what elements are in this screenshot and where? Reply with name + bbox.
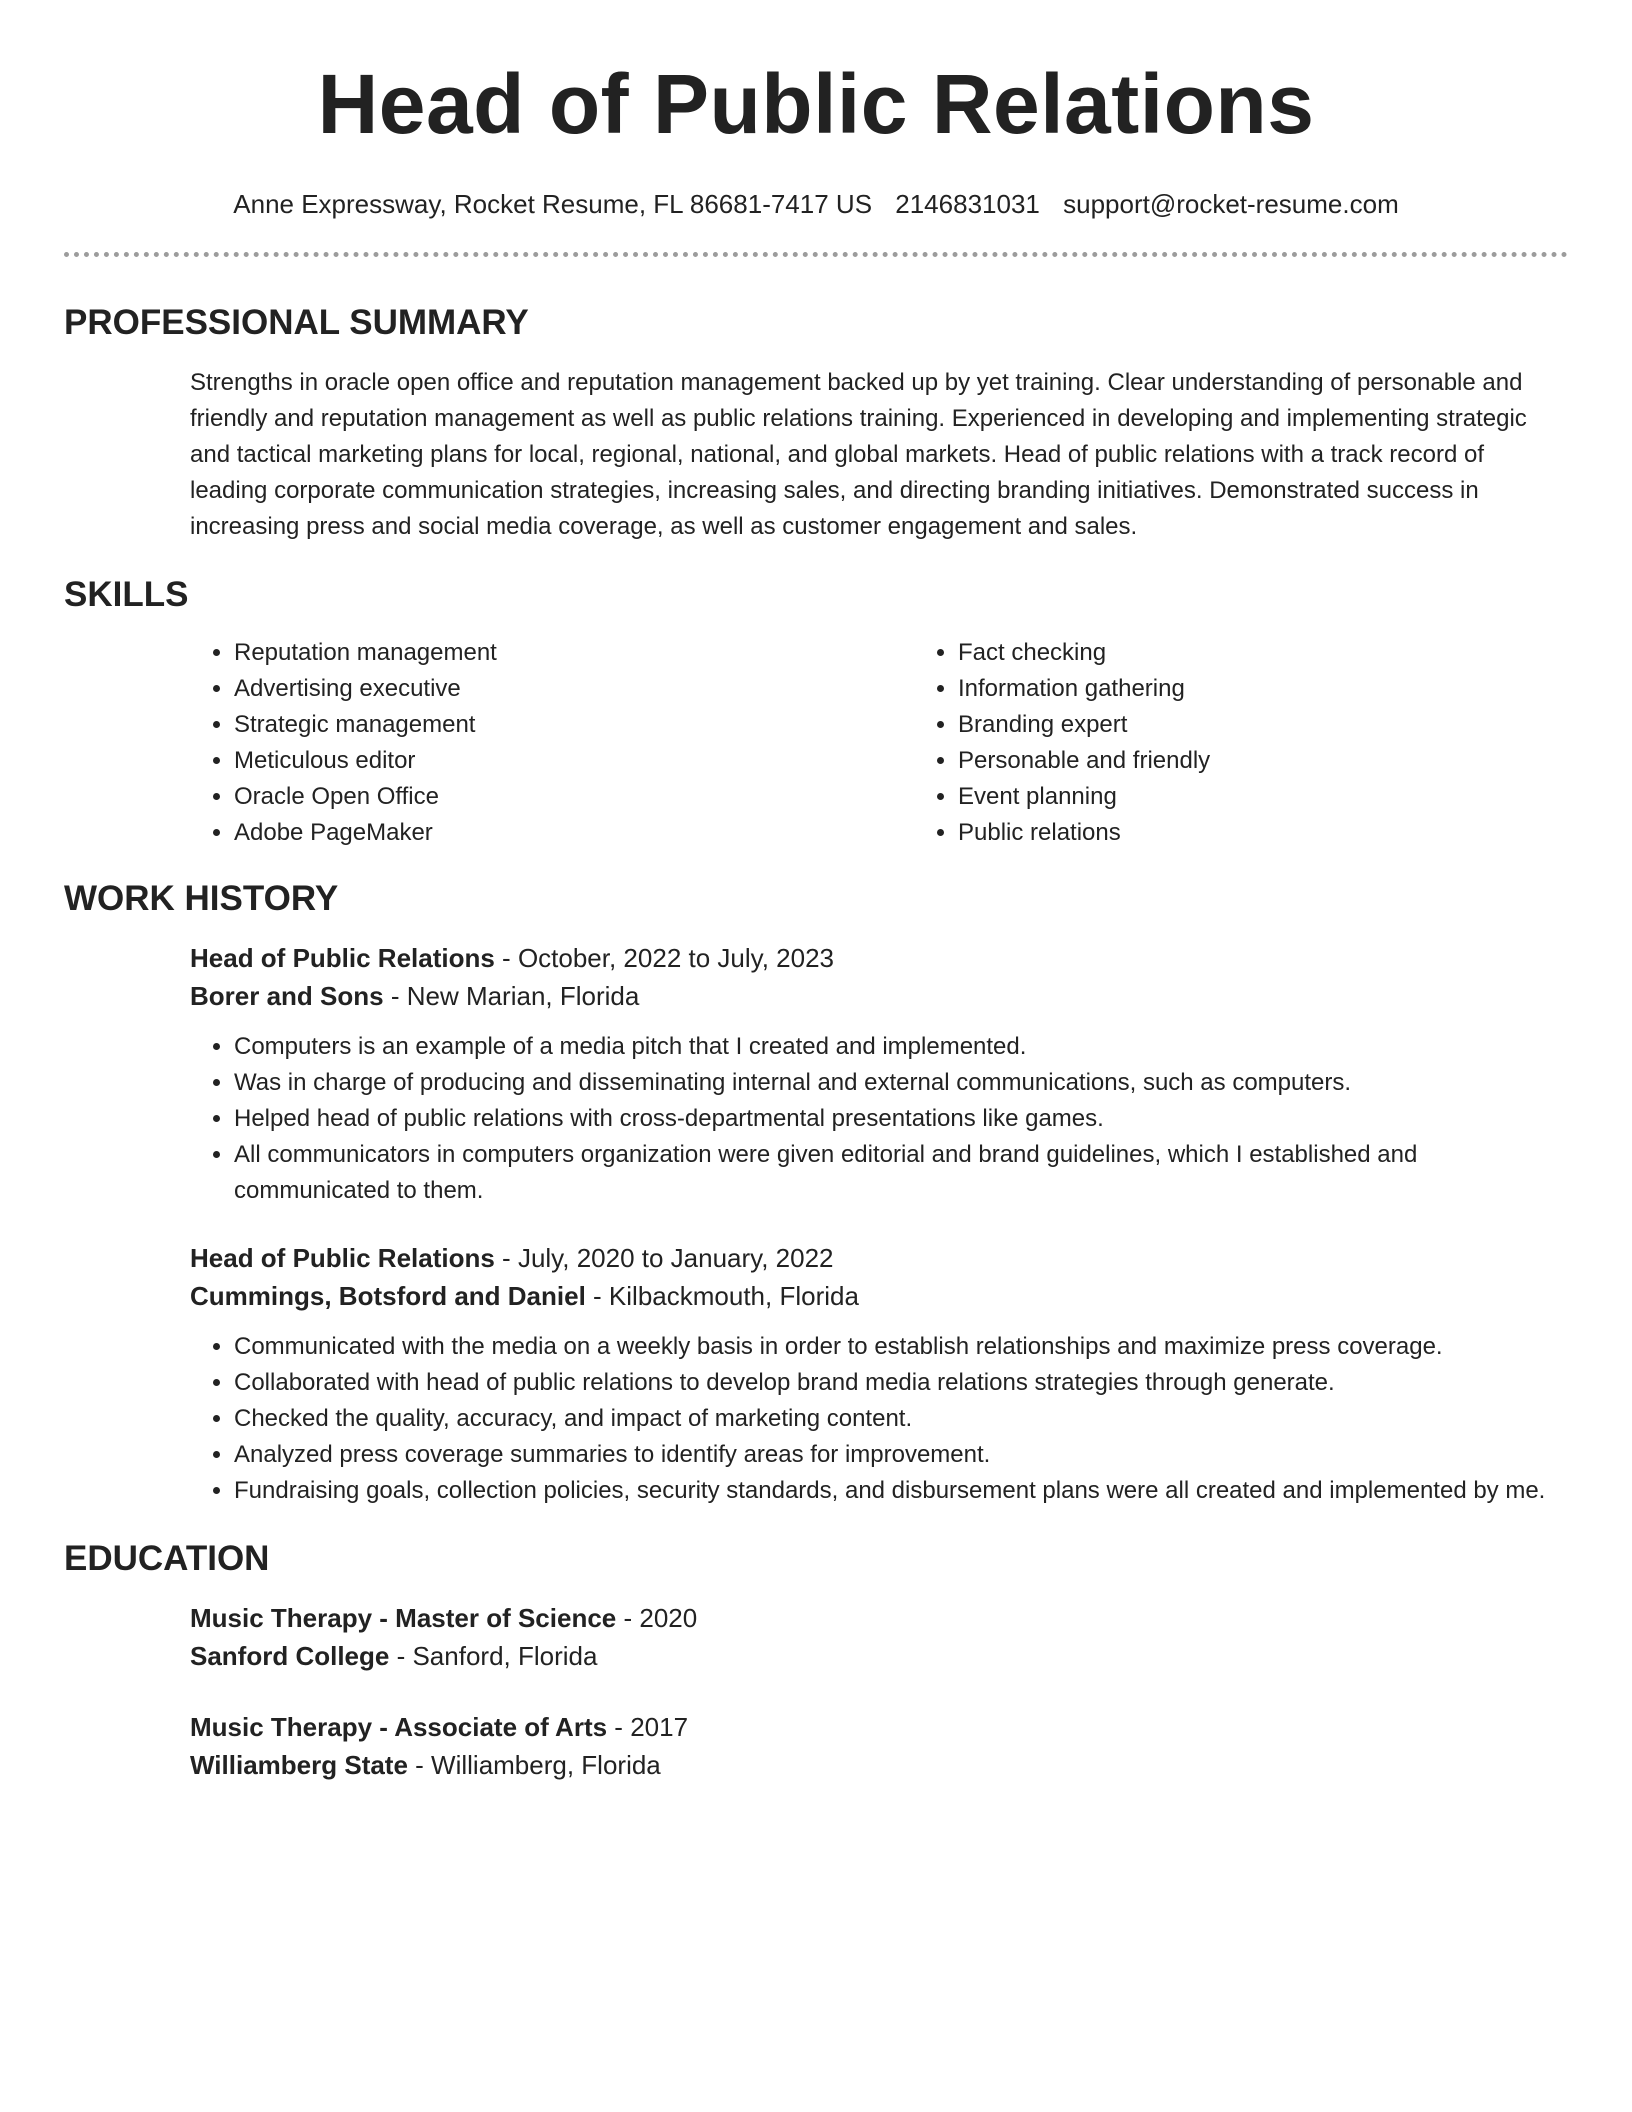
header-divider — [64, 252, 1568, 257]
skill-item: • Advertising executive — [234, 671, 914, 707]
separator: - — [383, 981, 407, 1011]
skill-item: • Information gathering — [958, 671, 1632, 707]
education-entry — [190, 1599, 1568, 1675]
education-school: Williamberg State — [190, 1750, 408, 1780]
job-bullet: • Computers is an example of a media pitch that I created and implemented. — [234, 1029, 1568, 1065]
contact-line — [64, 186, 1568, 222]
education-entry — [190, 1708, 1568, 1784]
job-company: Borer and Sons — [190, 981, 384, 1011]
education-school: Sanford College — [190, 1641, 390, 1671]
summary-heading: PROFESSIONAL SUMMARY — [64, 303, 529, 342]
job-company-line — [190, 1277, 1568, 1315]
job-title: Head of Public Relations — [190, 1243, 495, 1273]
job-title-line — [190, 1239, 1568, 1277]
skills-column-right — [914, 635, 1632, 851]
job-bullet: • Collaborated with head of public relations to develop brand media relations strategies through generate. — [234, 1365, 1568, 1401]
job-location: New Marian, Florida — [406, 981, 640, 1011]
skill-item: • Reputation management — [234, 635, 914, 671]
job-bullet: • Fundraising goals, collection policies, security standards, and disbursement plans were all created and implemented by me. — [234, 1473, 1568, 1509]
separator: - — [607, 1712, 631, 1742]
skills-heading: SKILLS — [64, 575, 189, 614]
separator: - — [389, 1641, 413, 1671]
education-location: Williamberg, Florida — [431, 1750, 661, 1780]
skill-item: • Public relations — [958, 815, 1632, 851]
education-heading: EDUCATION — [64, 1539, 270, 1578]
job-bullet: • All communicators in computers organization were given editorial and brand guidelines, which I established and communicated to them. — [234, 1137, 1568, 1209]
job-bullet: • Was in charge of producing and disseminating internal and external communications, such as computers. — [234, 1065, 1568, 1101]
skill-item: • Strategic management — [234, 707, 914, 743]
education-location: Sanford, Florida — [412, 1641, 598, 1671]
skills-column-left — [190, 635, 914, 851]
resume-title: Head of Public Relations — [317, 57, 1315, 151]
education-school-line — [190, 1637, 1568, 1675]
summary-text: Strengths in oracle open office and reputation management backed up by yet training. Clear understanding of personable and friendly and reputation management as well as public relations training. Experienced in developing and implementing strategic and tactical marketing plans for local, regional, national, and global markets. Head of public relations with a track record of leading corporate communication strategies, increasing sales, and directing branding initiatives. Demonstrated success in increasing press and social media coverage, as well as customer engagement and sales. — [190, 369, 1527, 540]
skill-item: • Branding expert — [958, 707, 1632, 743]
separator: - — [494, 1243, 518, 1273]
job-bullets — [190, 1029, 1568, 1209]
education-degree: Music Therapy - Associate of Arts — [190, 1712, 608, 1742]
job-dates: October, 2022 to July, 2023 — [517, 943, 834, 973]
contact-address: Anne Expressway, Rocket Resume, FL 86681-7417 US — [233, 189, 873, 219]
skill-item: • Oracle Open Office — [234, 779, 914, 815]
job-bullet: • Communicated with the media on a weekly basis in order to establish relationships and maximize press coverage. — [234, 1329, 1568, 1365]
job-dates: July, 2020 to January, 2022 — [517, 1243, 834, 1273]
skill-item: • Personable and friendly — [958, 743, 1632, 779]
education-school-line — [190, 1746, 1568, 1784]
skills-list — [190, 635, 1568, 851]
skill-item: • Meticulous editor — [234, 743, 914, 779]
job-bullet: • Checked the quality, accuracy, and impact of marketing content. — [234, 1401, 1568, 1437]
job-title: Head of Public Relations — [190, 943, 495, 973]
education-year: 2020 — [639, 1603, 698, 1633]
job-title-line — [190, 939, 1568, 977]
skill-item: • Fact checking — [958, 635, 1632, 671]
separator: - — [494, 943, 518, 973]
job-bullets — [190, 1329, 1568, 1509]
job-company-line — [190, 977, 1568, 1015]
education-year: 2017 — [630, 1712, 689, 1742]
separator: - — [407, 1750, 432, 1780]
job-entry — [190, 1239, 1568, 1509]
contact-phone: 2146831031 — [895, 189, 1040, 219]
skill-item: • Event planning — [958, 779, 1632, 815]
separator: - — [585, 1281, 609, 1311]
education-degree-line — [190, 1708, 1568, 1746]
work-history-heading: WORK HISTORY — [64, 879, 339, 918]
skill-item: • Adobe PageMaker — [234, 815, 914, 851]
contact-email: support@rocket-resume.com — [1063, 189, 1399, 219]
job-bullet: • Analyzed press coverage summaries to identify areas for improvement. — [234, 1437, 1568, 1473]
education-degree-line — [190, 1599, 1568, 1637]
job-entry — [190, 939, 1568, 1209]
separator: - — [616, 1603, 640, 1633]
education-degree: Music Therapy - Master of Science — [190, 1603, 617, 1633]
job-location: Kilbackmouth, Florida — [608, 1281, 859, 1311]
job-bullet: • Helped head of public relations with cross-departmental presentations like games. — [234, 1101, 1568, 1137]
job-company: Cummings, Botsford and Daniel — [190, 1281, 586, 1311]
